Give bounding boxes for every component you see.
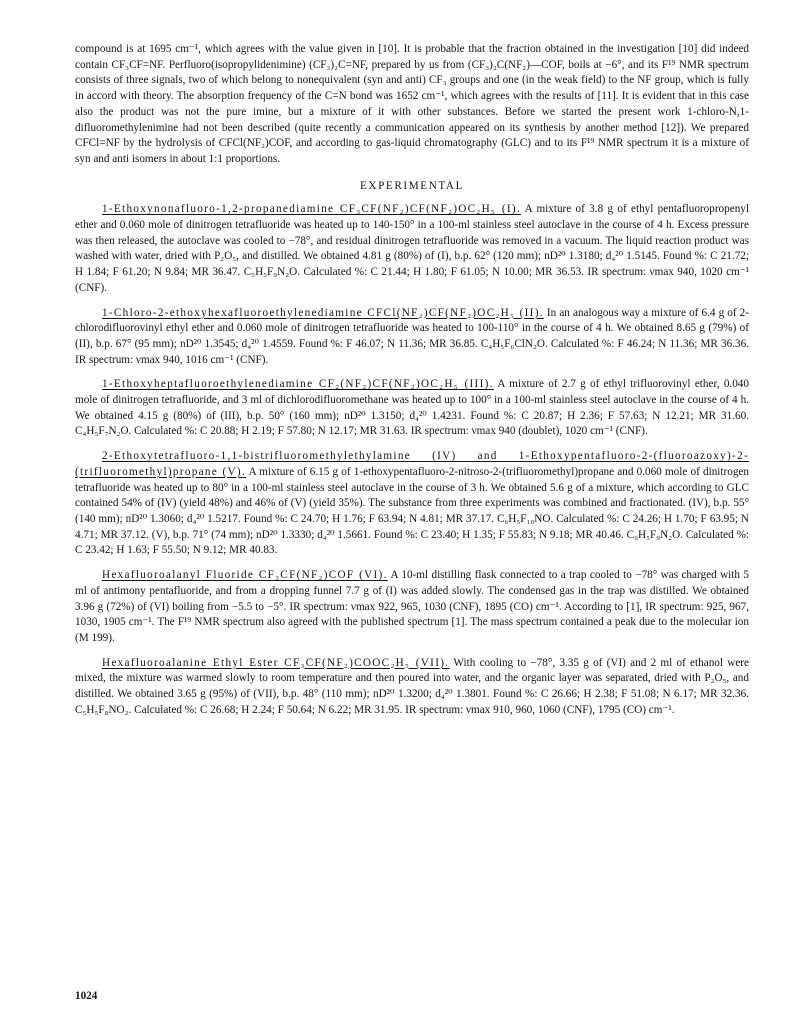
compound-title: 1-Ethoxynonafluoro-1,2-propanediamine CF₃CF(NF₂)CF(NF₂)OC₂H₅ (I). xyxy=(102,203,521,216)
paragraph-body: With cooling to −78°, 3.35 g of (VI) and 2 ml of ethanol were mixed, the mixture was warmed slowly to room temperature and then poured into water, and the organic layer was separated, dried with P₂O₅, and distilled. We obtained 3.65 g (95%) of (VII), b.p. 48° (110 mm); nD²⁰ 1.3200; d₄²⁰ 1.3801. Found %: C 26.66; H 2.38; F 51.08; N 6.17; MR 32.36. C₅H₅F₈NO₂. Calculated %: C 26.68; H 2.24; F 50.64; N 6.22; MR 31.95. IR spectrum: νmax 910, 960, 1060 (CNF), 1795 (CO) cm⁻¹. xyxy=(75,656,749,716)
experimental-paragraph xyxy=(75,568,749,647)
experimental-paragraph xyxy=(75,306,749,369)
paragraph-body: A 10-ml distilling flask connected to a trap cooled to −78° was charged with 5 ml of antimony pentafluoride, and from a dropping funnel 7.7 g of (I) was added slowly. The condensed gas in the trap was distilled. We obtained 3.96 g (72%) of (VI) boiling from −5.5 to −5°. IR spectrum: νmax 922, 965, 1030 (CNF), 1895 (CO) cm⁻¹. According to [1], IR spectrum: 925, 967, 1030, 1905 cm⁻¹. The F¹⁹ NMR spectrum also agreed with the published spectrum [1]. The mass spectrum contained a peak due to the molecular ion (M 199). xyxy=(75,569,749,644)
experimental-paragraph xyxy=(75,449,749,559)
paragraph-body: A mixture of 6.15 g of 1-ethoxypentafluoro-2-nitroso-2-(trifluoromethyl)propane and 0.060 mole of dinitrogen tetrafluoride was heated up to 80° in a 100-ml stainless steel autoclave in the course of 3 h. We obtained 5.6 g of a mixture, which according to GLC contained 54% of (IV) (yield 48%) and 46% of (V) (yield 35%). The substance from three experiments was combined and fractionated. (IV), b.p. 55° (140 mm); nD²⁰ 1.3060; d₄²⁰ 1.5217. Found %: C 24.70; H 1.76; F 63.94; N 4.81; MR 37.17. C₆H₅F₁₀NO. Calculated %: C 24.26; H 1.70; F 63.95; N 4.71; MR 37.12. (V), b.p. 71° (74 mm); nD²⁰ 1.3330; d₄²⁰ 1.5661. Found %: C 23.40; H 1.35; F 55.83; N 9.18; MR 40.46. C₆H₅F₉N₂O. Calculated %: C 23.42; H 1.63; F 55.50; N 9.12; MR 40.83. xyxy=(75,465,749,557)
page-number: 1024 xyxy=(75,990,98,1002)
experimental-paragraph xyxy=(75,202,749,296)
compound-title: 2-Ethoxytetrafluoro-1,1-bistrifluoromethylethylamine (IV) and 1-Ethoxypentafluoro-2-(fluoroazoxy)-2-(trifluoromethyl)propane (V). xyxy=(75,450,749,478)
intro-paragraph: compound is at 1695 cm⁻¹, which agrees with the value given in [10]. It is probable that the fraction obtained in the investigation [10] did indeed contain CF₃CF=NF. Perfluoro(isopropylidenimine) (CF₃)₂C=NF, prepared by us from (CF₃)₂C(NF₂)—COF, boils at −6°, and its F¹⁹ NMR spectrum consists of three signals, two of which belong to nonequivalent (syn and anti) CF₃ groups and one (in the weak field) to the NF group, which is fully in accord with theory. The absorption frequency of the C=N bond was 1652 cm⁻¹, which agrees with the results of [11]. It is evident that in this case also the product was not the pure imine, but a mixture of it with other substances. Before we started the present work 1-chloro-N,1-difluoromethylenimine had not been described (quite recently a communication appeared on its synthesis by another method [12]). We prepared CFCl=NF by the hydrolysis of CFCl(NF₂)COF, and according to gas-liquid chromatography (GLC) and to its F¹⁹ NMR spectrum it is a mixture of syn and anti isomers in about 1:1 proportions. xyxy=(75,43,749,165)
paragraph-body: A mixture of 2.7 g of ethyl trifluorovinyl ether, 0.040 mole of dinitrogen tetrafluoride, and 3 ml of dichlorodifluoromethane was heated up to 100° in a 100-ml stainless steel autoclave in the course of 4 h. We obtained 4.15 g (80%) of (III), b.p. 50° (160 mm); nD²⁰ 1.3150; d₄²⁰ 1.4231. Found %: C 20.87; H 2.36; F 57.63; N 12.21; MR 31.60. C₄H₅F₇N₂O. Calculated %: C 20.88; H 2.19; F 57.80; N 12.17; MR 31.63. IR spectrum: νmax 940 (doublet), 1020 cm⁻¹ (CNF). xyxy=(75,378,749,438)
paragraph-body: A mixture of 3.8 g of ethyl pentafluoropropenyl ether and 0.060 mole of dinitrogen tetrafluoride was heated up to 140-150° in a 100-ml stainless steel autoclave in the course of 4 h. Excess pressure was then released, the autoclave was cooled to −78°, and residual dinitrogen tetrafluoride was removed in a vacuum. The liquid reaction product was washed with water, dried with P₂O₅, and distilled. We obtained 4.81 g (80%) of (I), b.p. 62° (120 mm); nD²⁰ 1.3180; d₄²⁰ 1.5145. Found %: C 21.72; H 1.84; F 61.20; N 9.84; MR 36.47. C₅H₅F₉N₂O. Calculated %: C 21.44; H 1.80; F 61.05; N 10.00; MR 36.53. IR spectrum: νmax 940, 1020 cm⁻¹ (CNF). xyxy=(75,203,749,294)
paragraph-body: In an analogous way a mixture of 6.4 g of 2-chlorodifluorovinyl ethyl ether and 0.060 mole of dinitrogen tetrafluoride was heated to 100-110° in the course of 4 h. We obtained 8.65 g (79%) of (II), b.p. 67° (95 mm); nD²⁰ 1.3545; d₄²⁰ 1.4559. Found %: F 46.07; N 11.36; MR 36.85. C₄H₅F₆ClN₂O. Calculated %: F 46.24; N 11.36; MR 36.36. IR spectrum: νmax 940, 1016 cm⁻¹ (CNF). xyxy=(75,306,749,366)
compound-title: Hexafluoroalanine Ethyl Ester CF₃CF(NF₂)COOC₂H₅ (VII). xyxy=(102,656,450,669)
compound-title: 1-Ethoxyheptafluoroethylenediamine CF₂(NF₂)CF(NF₂)OC₂H₅ (III). xyxy=(102,378,494,391)
compound-title: Hexafluoroalanyl Fluoride CF₃CF(NF₂)COF (VI). xyxy=(102,569,388,582)
section-heading: EXPERIMENTAL xyxy=(359,179,465,192)
page-body xyxy=(75,42,749,718)
experimental-paragraph xyxy=(75,377,749,440)
compound-title: 1-Chloro-2-ethoxyhexafluoroethylenediamine CFCl(NF₂)CF(NF₂)OC₂H₅ (II). xyxy=(102,306,544,319)
experimental-paragraph xyxy=(75,656,749,719)
